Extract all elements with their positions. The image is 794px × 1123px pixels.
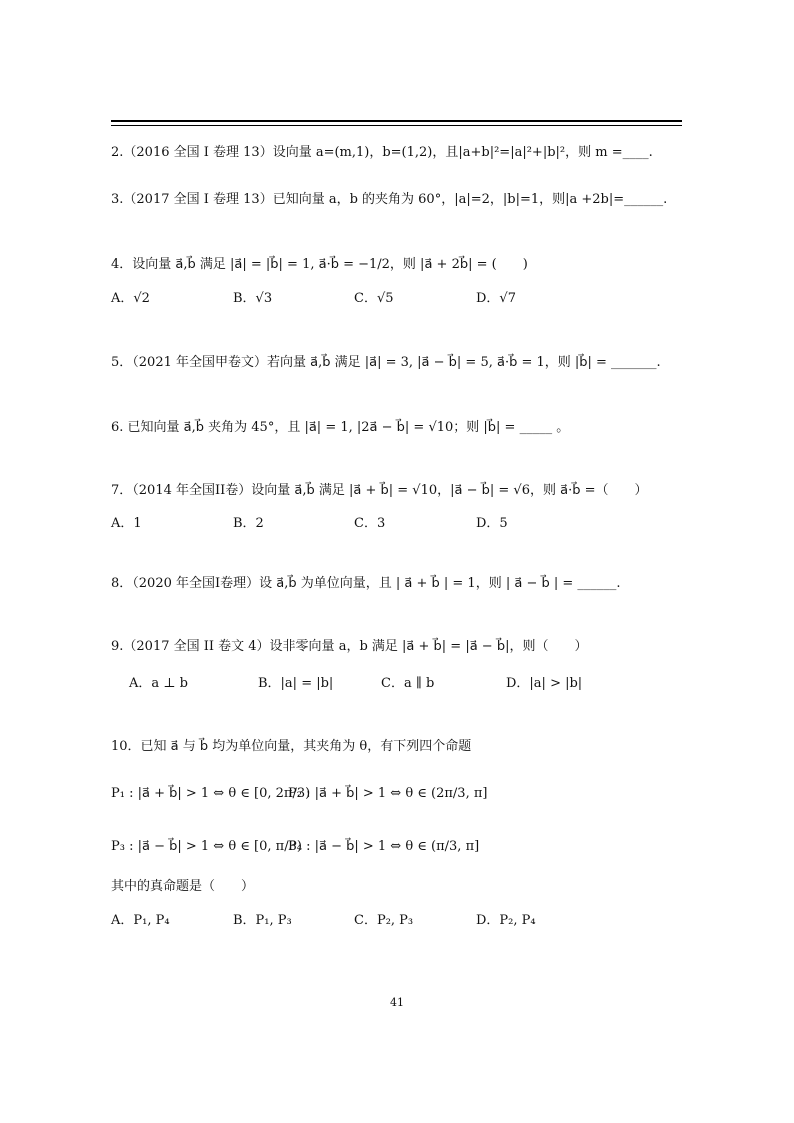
option-b: B．|a| = |b| [258, 676, 334, 691]
problem-4: 4．设向量 a⃗,b⃗ 满足 |a⃗| = |b⃗| = 1, a⃗·b⃗ = −1/2，则 |a⃗ + 2b⃗| = ( ) [111, 257, 528, 272]
option-d: D．√7 [476, 291, 516, 306]
option-d: D．|a| > |b| [506, 676, 583, 691]
problem-2: 2.（2016 全国 I 卷理 13）设向量 a=(m,1)，b=(1,2)，且|a+b|²=|a|²+|b|²，则 m =____. [111, 145, 653, 160]
option-a: A．a ⊥ b [129, 676, 188, 691]
problem-8: 8．（2020 年全国I卷理）设 a⃗,b⃗ 为单位向量，且 | a⃗ + b⃗ | = 1，则 | a⃗ − b⃗ | = ______. [111, 576, 621, 591]
option-a: A．√2 [111, 291, 150, 306]
option-a: A．P₁, P₄ [111, 913, 170, 928]
proposition-p4: P₄ : |a⃗ − b⃗| > 1 ⇔ θ ∈ (π/3, π] [288, 839, 480, 854]
problem-10-question: 其中的真命题是（ ） [111, 879, 255, 894]
problem-6: 6. 已知向量 a⃗,b⃗ 夹角为 45°，且 |a⃗| = 1, |2a⃗ − b⃗| = √10；则 |b⃗| = _____ 。 [111, 420, 570, 435]
problem-10: 10．已知 a⃗ 与 b⃗ 均为单位向量，其夹角为 θ，有下列四个命题 [111, 739, 472, 754]
option-b: B．P₁, P₃ [233, 913, 292, 928]
option-b: B．2 [233, 516, 264, 531]
header-rule-thin [111, 125, 682, 126]
option-d: D．5 [476, 516, 508, 531]
problem-5: 5．（2021 年全国甲卷文）若向量 a⃗,b⃗ 满足 |a⃗| = 3, |a⃗ − b⃗| = 5, a⃗·b⃗ = 1，则 |b⃗| = _______. [111, 355, 661, 370]
proposition-p1: P₁ : |a⃗ + b⃗| > 1 ⇔ θ ∈ [0, 2π/3) [111, 786, 311, 801]
option-c: C．3 [354, 516, 386, 531]
problem-9: 9.（2017 全国 II 卷文 4）设非零向量 a，b 满足 |a⃗ + b⃗| = |a⃗ − b⃗|，则（ ） [111, 639, 588, 654]
page-number: 41 [390, 996, 404, 1009]
option-b: B．√3 [233, 291, 273, 306]
option-d: D．P₂, P₄ [476, 913, 536, 928]
option-a: A．1 [111, 516, 142, 531]
problem-7: 7．（2014 年全国II卷）设向量 a⃗,b⃗ 满足 |a⃗ + b⃗| = √10，|a⃗ − b⃗| = √6，则 a⃗·b⃗ =（ ） [111, 483, 648, 498]
option-c: C．a ∥ b [381, 676, 435, 691]
option-c: C．P₂, P₃ [354, 913, 414, 928]
proposition-p2: P₂ : |a⃗ + b⃗| > 1 ⇔ θ ∈ (2π/3, π] [288, 786, 488, 801]
problem-3: 3.（2017 全国 I 卷理 13）已知向量 a，b 的夹角为 60°，|a|=2，|b|=1，则|a +2b|=______. [111, 192, 668, 207]
option-c: C．√5 [354, 291, 394, 306]
header-rule-thick [111, 120, 682, 122]
proposition-p3: P₃ : |a⃗ − b⃗| > 1 ⇔ θ ∈ [0, π/3) [111, 839, 302, 854]
